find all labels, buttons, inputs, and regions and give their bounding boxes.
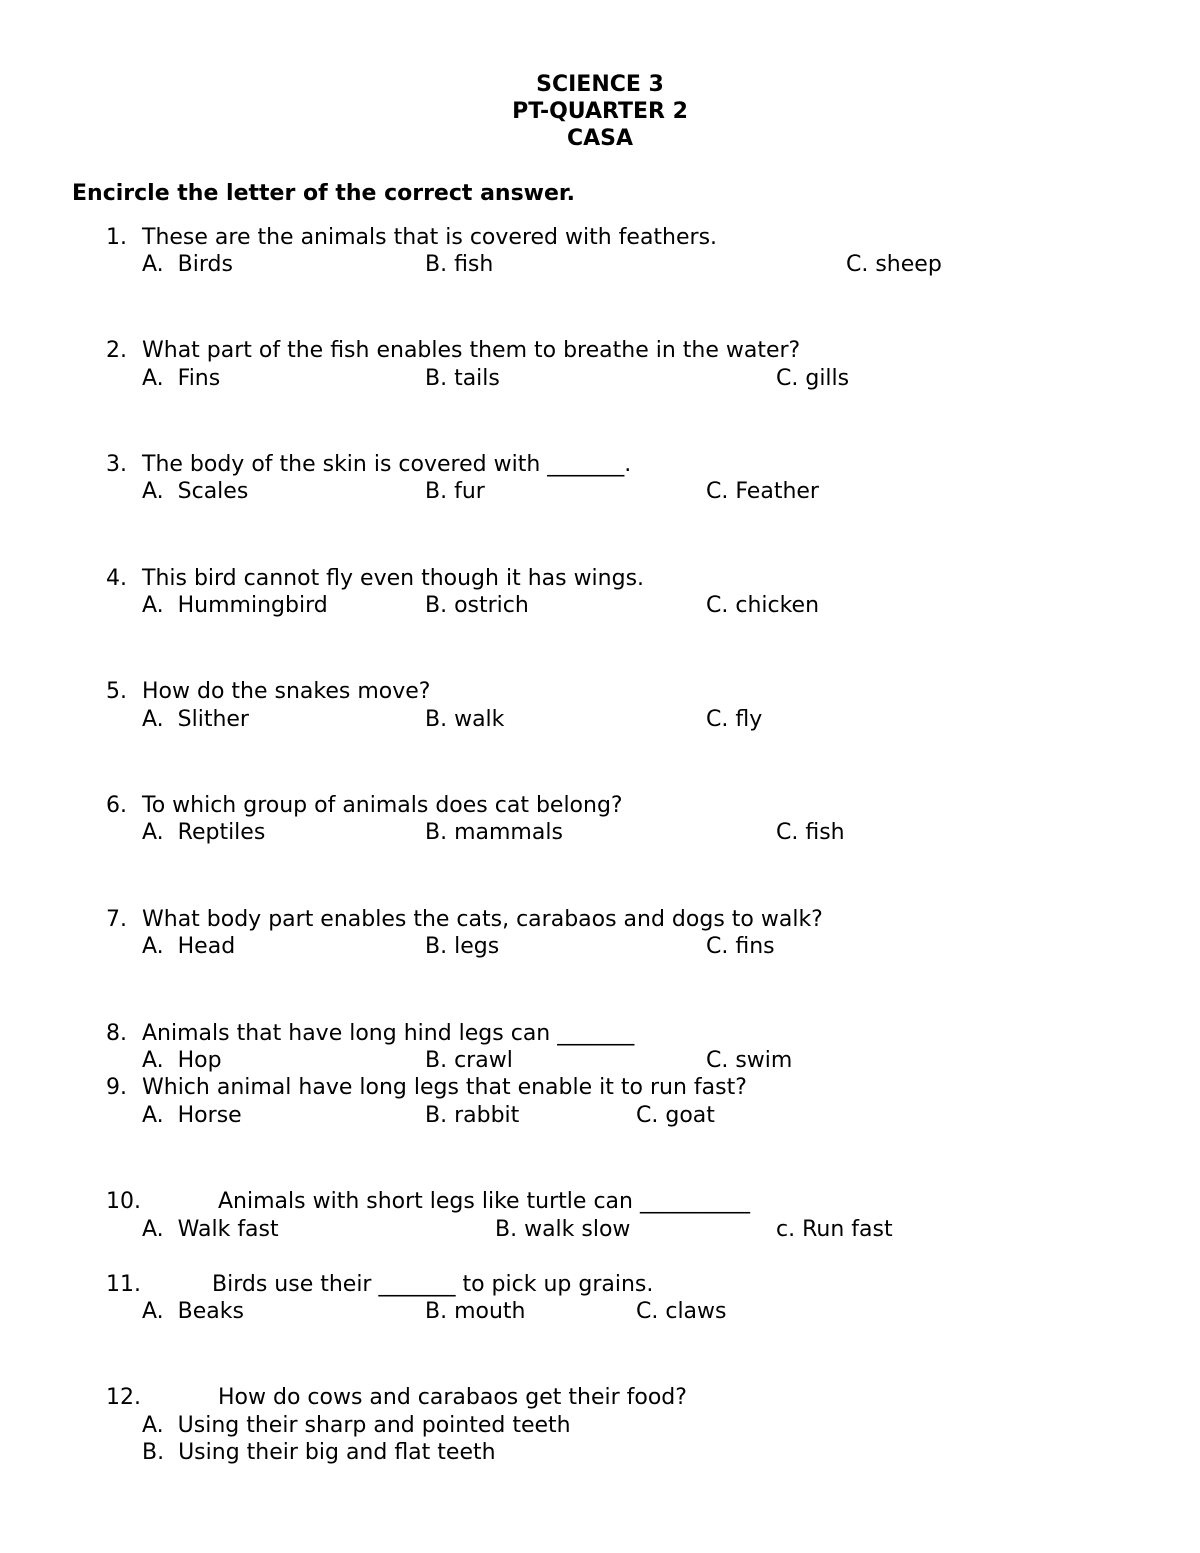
choice-b: B. legs bbox=[425, 934, 500, 959]
choice-b: B. mammals bbox=[425, 820, 563, 845]
choice-c: C. Feather bbox=[706, 479, 819, 504]
question-number: 7. bbox=[106, 907, 127, 932]
choice-b: B. Using their big and flat teeth bbox=[142, 1440, 496, 1465]
question-number: 1. bbox=[106, 225, 127, 250]
choice-a: A. Reptiles bbox=[142, 820, 266, 845]
question-number: 12. bbox=[106, 1385, 141, 1410]
question-text: Animals with short legs like turtle can __________ bbox=[218, 1189, 750, 1214]
header-subject: SCIENCE 3 bbox=[536, 72, 664, 97]
question-text: How do the snakes move? bbox=[142, 679, 431, 704]
choice-c: C. swim bbox=[706, 1048, 793, 1073]
question-number: 9. bbox=[106, 1075, 127, 1100]
choice-a: A. Hop bbox=[142, 1048, 222, 1073]
header-school: CASA bbox=[566, 126, 634, 151]
choice-a: A. Horse bbox=[142, 1103, 242, 1128]
choice-b: B. fur bbox=[425, 479, 485, 504]
choice-c: C. fish bbox=[776, 820, 845, 845]
choice-c: C. fly bbox=[706, 707, 763, 732]
choice-a: A. Fins bbox=[142, 366, 221, 391]
header-test: PT-QUARTER 2 bbox=[512, 99, 688, 124]
choice-c: C. sheep bbox=[846, 252, 942, 277]
question-number: 10. bbox=[106, 1189, 141, 1214]
instruction: Encircle the letter of the correct answer. bbox=[72, 181, 575, 206]
question-text: These are the animals that is covered with feathers. bbox=[142, 225, 718, 250]
question-number: 3. bbox=[106, 452, 127, 477]
choice-b: B. walk slow bbox=[495, 1217, 631, 1242]
choice-c: c. Run fast bbox=[776, 1217, 893, 1242]
choice-b: B. mouth bbox=[425, 1299, 526, 1324]
choice-c: C. claws bbox=[636, 1299, 727, 1324]
choice-a: A. Slither bbox=[142, 707, 249, 732]
choice-a: A. Head bbox=[142, 934, 236, 959]
question-number: 6. bbox=[106, 793, 127, 818]
question-text: Birds use their _______ to pick up grains. bbox=[212, 1272, 654, 1297]
choice-c: C. chicken bbox=[706, 593, 820, 618]
question-text: Animals that have long hind legs can _______ bbox=[142, 1021, 635, 1046]
choice-c: C. gills bbox=[776, 366, 850, 391]
question-text: What body part enables the cats, carabaos and dogs to walk? bbox=[142, 907, 823, 932]
question-number: 8. bbox=[106, 1021, 127, 1046]
choice-b: B. tails bbox=[425, 366, 500, 391]
choice-a: A. Using their sharp and pointed teeth bbox=[142, 1413, 571, 1438]
question-number: 5. bbox=[106, 679, 127, 704]
choice-b: B. fish bbox=[425, 252, 494, 277]
choice-a: A. Birds bbox=[142, 252, 233, 277]
question-text: This bird cannot fly even though it has wings. bbox=[142, 566, 645, 591]
choice-b: B. rabbit bbox=[425, 1103, 520, 1128]
question-number: 2. bbox=[106, 338, 127, 363]
choice-b: B. crawl bbox=[425, 1048, 513, 1073]
choice-b: B. ostrich bbox=[425, 593, 529, 618]
question-text: To which group of animals does cat belong? bbox=[142, 793, 623, 818]
choice-a: A. Beaks bbox=[142, 1299, 244, 1324]
question-text: How do cows and carabaos get their food? bbox=[218, 1385, 687, 1410]
choice-a: A. Scales bbox=[142, 479, 249, 504]
question-number: 4. bbox=[106, 566, 127, 591]
choice-a: A. Walk fast bbox=[142, 1217, 279, 1242]
question-text: Which animal have long legs that enable it to run fast? bbox=[142, 1075, 747, 1100]
question-text: The body of the skin is covered with _______. bbox=[142, 452, 632, 477]
choice-c: C. fins bbox=[706, 934, 775, 959]
choice-b: B. walk bbox=[425, 707, 505, 732]
question-number: 11. bbox=[106, 1272, 141, 1297]
question-text: What part of the fish enables them to breathe in the water? bbox=[142, 338, 801, 363]
choice-a: A. Hummingbird bbox=[142, 593, 328, 618]
choice-c: C. goat bbox=[636, 1103, 715, 1128]
